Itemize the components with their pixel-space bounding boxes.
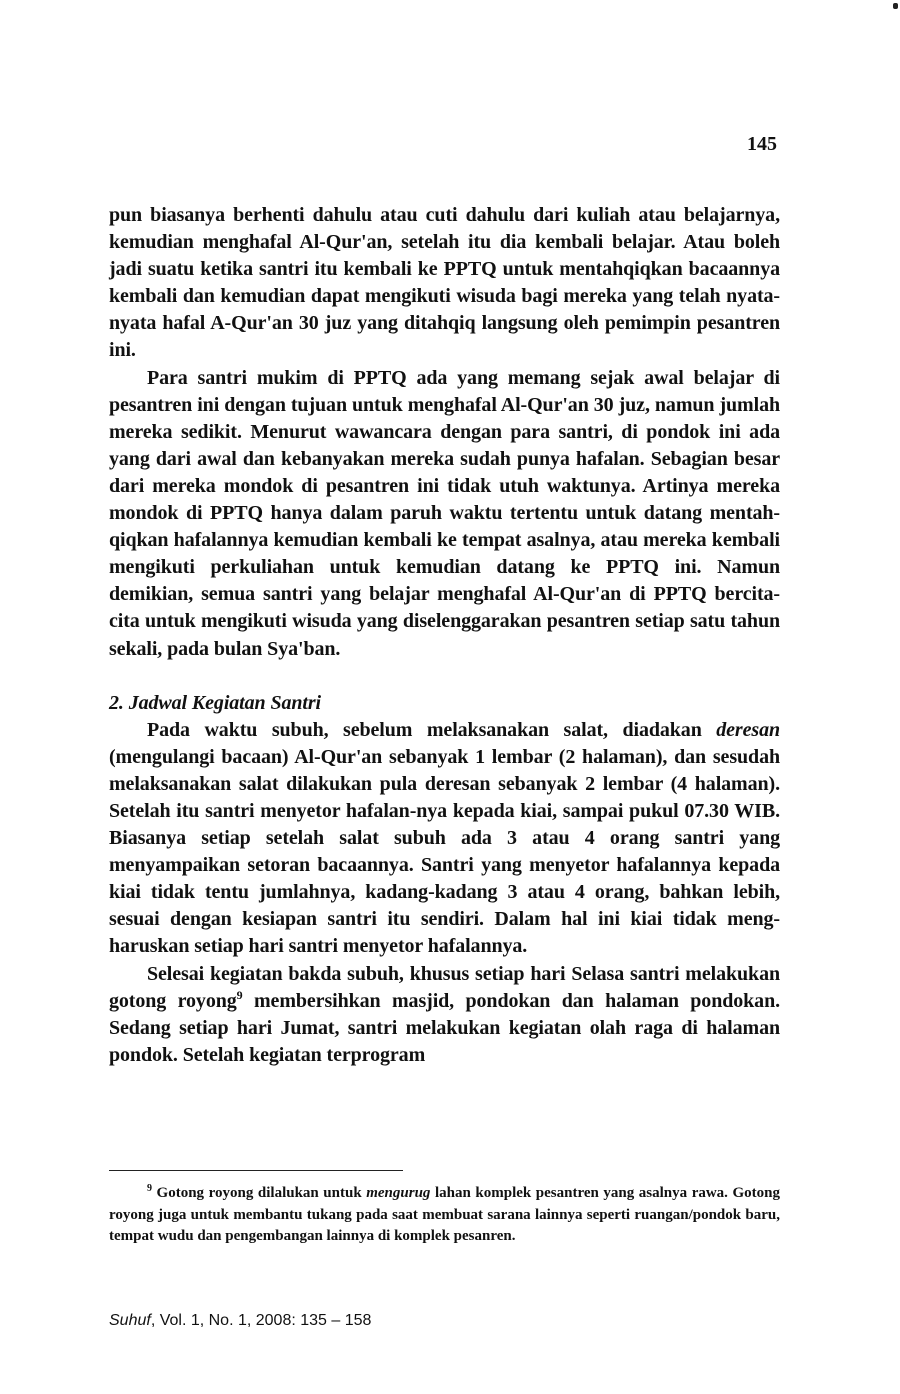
body-text (109, 202, 780, 1069)
paragraph-4-rest: membersihkan masjid, pondokan dan halaman pondokan. Sedang setiap hari Jumat, santri melakukan kegiatan olah raga di halaman pondok. Setelah kegiatan terprogram (109, 989, 781, 1066)
paragraph-2: Para santri mukim di PPTQ ada yang memang sejak awal belajar di pesantren ini dengan tujuan untuk menghafal Al-Qur'an 30 juz, namun jumlah mereka sedikit. Menurut wawancara dengan para santri, di pondok ini ada yang dari awal dan kebanyakan mereka sudah punya hafalan. Sebagian besar dari mereka mondok di pesantren ini tidak utuh waktunya. Artinya mereka mondok di PPTQ hanya dalam paruh waktu tertentu untuk datang mentah-qiqkan hafalannya kemudian kembali ke tempat asalnya, atau mereka kembali mengikuti perkuliahan untuk kemudian datang ke PPTQ ini. Namun demikian, semua santri yang belajar menghafal Al-Qur'an di PPTQ bercita-cita untuk mengikuti wisuda yang diselenggarakan pesantren setiap satu tahun sekali, pada bulan Sya'ban. (109, 366, 780, 660)
scan-mark (893, 3, 898, 9)
journal-name: Suhuf (109, 1312, 151, 1329)
journal-citation: , Vol. 1, No. 1, 2008: 135 – 158 (150, 1312, 372, 1329)
journal-footer (109, 1312, 371, 1330)
footnote (109, 1183, 780, 1248)
paragraph-3-rest: (mengulangi bacaan) Al-Qur'an sebanyak 1 lembar (2 halaman), dan sesudah melaksanakan salat dilakukan pula deresan sebanyak 2 lembar (4 halaman). Setelah itu santri menyetor hafalan-nya kepada kiai, sampai pukul 07.30 WIB. Biasanya setiap setelah salat subuh ada 3 atau 4 orang santri yang menyampaikan setoran bacaannya. Santri yang menyetor hafalannya kepada kiai tidak tentu jumlahnya, kadang-kadang 3 atau 4 orang, bahkan lebih, sesuai dengan kesiapan santri itu sendiri. Dalam hal ini kiai tidak meng-haruskan setiap hari santri menyetor hafalannya. (109, 745, 780, 958)
footnote-text-start: Gotong royong dilalukan untuk (152, 1185, 367, 1201)
footnote-marker: 9 (147, 1183, 152, 1194)
term-deresan: deresan (716, 718, 780, 741)
paragraph-3 (109, 717, 780, 961)
page-number: 145 (747, 133, 777, 155)
section-heading: 2. Jadwal Kegiatan Santri (109, 691, 321, 714)
paragraph-4 (109, 961, 780, 1069)
footnote-divider (109, 1170, 403, 1171)
paragraph-4-start: Selesai kegiatan bakda subuh, khusus setiap hari Selasa santri melakukan gotong royong (109, 962, 780, 1012)
paragraph-3-start: Pada waktu subuh, sebelum melaksanakan salat, diadakan (147, 718, 717, 741)
paragraph-1: pun biasanya berhenti dahulu atau cuti dahulu dari kuliah atau belajarnya, kemudian menghafal Al-Qur'an, setelah itu dia kembali belajar. Atau boleh jadi suatu ketika santri itu kembali ke PPTQ untuk mentahqiqkan bacaannya kembali dan kemudian dapat mengikuti wisuda bagi mereka yang telah nyata-nyata hafal A-Qur'an 30 juz yang ditahqiq langsung oleh pemimpin pesantren ini. (109, 204, 780, 362)
footnote-term: mengurug (366, 1185, 431, 1201)
footnote-reference: 9 (236, 987, 243, 1002)
footnote-text-rest: lahan komplek pesantren yang asalnya rawa. Gotong royong juga untuk membantu tukang pada saat membuat sarana lainnya seperti ruangan/pondok baru, tempat wudu dan pengembangan lainnya di komplek pesanren. (109, 1185, 780, 1244)
